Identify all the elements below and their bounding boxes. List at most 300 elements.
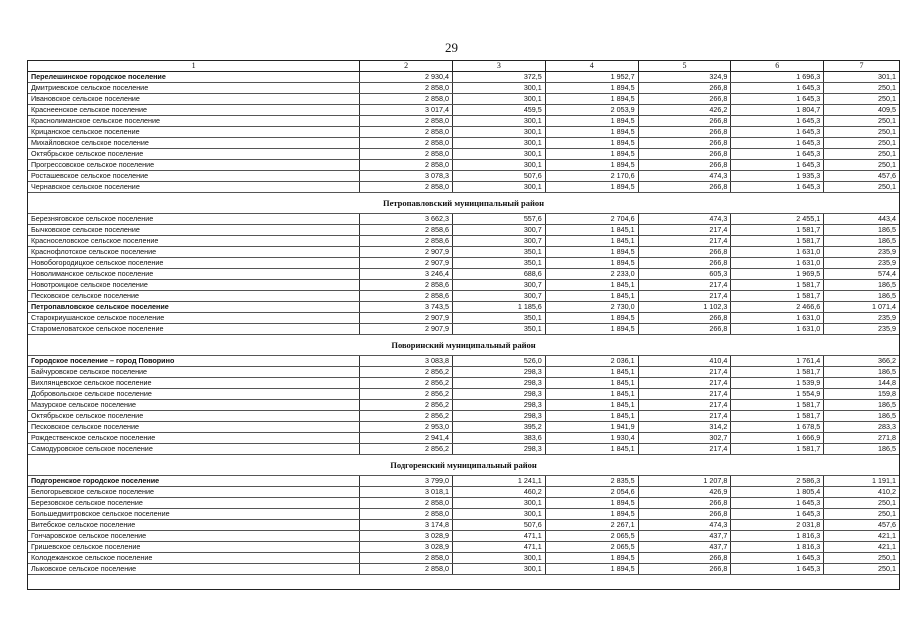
page-number: 29 [445, 40, 458, 55]
value-cell: 1 894,5 [545, 247, 638, 257]
value-cell: 298,3 [452, 378, 545, 388]
table-row [28, 378, 899, 389]
table-row [28, 542, 899, 553]
value-cell: 1 952,7 [545, 72, 638, 82]
settlement-name: Белогорьевское сельское поселение [31, 487, 155, 496]
value-cell: 2 858,0 [359, 149, 452, 159]
value-cell: 3 017,4 [359, 105, 452, 115]
value-cell: 1 894,5 [545, 564, 638, 574]
value-cell: 2 455,1 [730, 214, 823, 224]
value-cell: 1 631,0 [730, 324, 823, 334]
value-cell: 350,1 [452, 247, 545, 257]
value-cell: 1 894,5 [545, 116, 638, 126]
table-row [28, 258, 899, 269]
value-cell: 1 645,3 [730, 553, 823, 563]
settlement-name: Березняговское сельское поселение [31, 214, 154, 223]
column-header: 4 [545, 61, 638, 71]
settlement-name: Старокриушанское сельское поселение [31, 313, 165, 322]
settlement-name: Гришевское сельское поселение [31, 542, 141, 551]
value-cell: 2 907,9 [359, 324, 452, 334]
value-cell: 217,4 [638, 225, 731, 235]
value-cell: 300,1 [452, 182, 545, 192]
value-cell: 250,1 [823, 553, 899, 563]
value-cell: 298,3 [452, 444, 545, 454]
value-cell: 300,1 [452, 509, 545, 519]
value-cell: 410,2 [823, 487, 899, 497]
value-cell: 460,2 [452, 487, 545, 497]
value-cell: 217,4 [638, 280, 731, 290]
value-cell: 1 191,1 [823, 476, 899, 486]
district-section-title: Поворинский муниципальный район [28, 335, 899, 356]
value-cell: 2 858,0 [359, 498, 452, 508]
table-row [28, 564, 899, 575]
value-cell: 2 065,5 [545, 542, 638, 552]
value-cell: 410,4 [638, 356, 731, 366]
settlement-name: Большедмитровское сельское поселение [31, 509, 170, 518]
value-cell: 3 662,3 [359, 214, 452, 224]
value-cell: 186,5 [823, 225, 899, 235]
value-cell: 1 645,3 [730, 564, 823, 574]
value-cell: 426,9 [638, 487, 731, 497]
table-row [28, 324, 899, 335]
value-cell: 2 053,9 [545, 105, 638, 115]
value-cell: 266,8 [638, 182, 731, 192]
settlement-name: Колодежанское сельское поселение [31, 553, 153, 562]
value-cell: 2 858,6 [359, 280, 452, 290]
settlement-name: Новолиманское сельское поселение [31, 269, 154, 278]
value-cell: 250,1 [823, 498, 899, 508]
value-cell: 314,2 [638, 422, 731, 432]
value-cell: 1 845,1 [545, 444, 638, 454]
value-cell: 1 845,1 [545, 378, 638, 388]
value-cell: 1 894,5 [545, 83, 638, 93]
value-cell: 159,8 [823, 389, 899, 399]
value-cell: 1 894,5 [545, 138, 638, 148]
table-row [28, 236, 899, 247]
value-cell: 471,1 [452, 531, 545, 541]
table-header [28, 61, 899, 72]
value-cell: 605,3 [638, 269, 731, 279]
table-row [28, 433, 899, 444]
value-cell: 457,6 [823, 171, 899, 181]
settlement-name: Краснолиманское сельское поселение [31, 116, 161, 125]
value-cell: 2 858,0 [359, 553, 452, 563]
column-header: 2 [359, 61, 452, 71]
value-cell: 1 678,5 [730, 422, 823, 432]
column-header: 6 [730, 61, 823, 71]
settlement-name: Новобогородицкое сельское поселение [31, 258, 164, 267]
value-cell: 2 704,6 [545, 214, 638, 224]
value-cell: 250,1 [823, 94, 899, 104]
value-cell: 1 845,1 [545, 236, 638, 246]
value-cell: 2 170,6 [545, 171, 638, 181]
value-cell: 2 858,0 [359, 116, 452, 126]
value-cell: 2 907,9 [359, 247, 452, 257]
value-cell: 2 930,4 [359, 72, 452, 82]
value-cell: 2 856,2 [359, 367, 452, 377]
value-cell: 283,3 [823, 422, 899, 432]
table-row [28, 116, 899, 127]
value-cell: 1 645,3 [730, 149, 823, 159]
value-cell: 324,9 [638, 72, 731, 82]
value-cell: 250,1 [823, 564, 899, 574]
value-cell: 1 581,7 [730, 225, 823, 235]
value-cell: 2 054,6 [545, 487, 638, 497]
value-cell: 1 894,5 [545, 258, 638, 268]
value-cell: 2 858,6 [359, 225, 452, 235]
table-row [28, 182, 899, 193]
value-cell: 250,1 [823, 509, 899, 519]
value-cell: 1 631,0 [730, 247, 823, 257]
value-cell: 266,8 [638, 247, 731, 257]
table-row [28, 83, 899, 94]
value-cell: 217,4 [638, 367, 731, 377]
settlement-name: Песковское сельское поселение [31, 422, 140, 431]
column-header: 7 [823, 61, 899, 71]
table-row [28, 356, 899, 367]
value-cell: 1 845,1 [545, 400, 638, 410]
value-cell: 186,5 [823, 411, 899, 421]
settlement-name: Подгоренское городское поселение [31, 476, 160, 485]
value-cell: 1 761,4 [730, 356, 823, 366]
settlement-name: Октябрьское сельское поселение [31, 411, 144, 420]
settlement-name: Октябрьское сельское поселение [31, 149, 144, 158]
value-cell: 186,5 [823, 280, 899, 290]
settlement-name: Старомеловатское сельское поселение [31, 324, 164, 333]
value-cell: 2 858,6 [359, 291, 452, 301]
table-row [28, 498, 899, 509]
value-cell: 2 907,9 [359, 313, 452, 323]
value-cell: 300,1 [452, 138, 545, 148]
value-cell: 1 185,6 [452, 302, 545, 312]
settlement-name: Байчуровское сельское поселение [31, 367, 148, 376]
settlement-name: Краснеенское сельское поселение [31, 105, 148, 114]
value-cell: 383,6 [452, 433, 545, 443]
value-cell: 300,1 [452, 127, 545, 137]
value-cell: 271,8 [823, 433, 899, 443]
value-cell: 144,8 [823, 378, 899, 388]
settlement-name: Краснофлотское сельское поселение [31, 247, 157, 256]
value-cell: 1 804,7 [730, 105, 823, 115]
value-cell: 250,1 [823, 149, 899, 159]
value-cell: 298,3 [452, 411, 545, 421]
value-cell: 2 856,2 [359, 411, 452, 421]
value-cell: 1 845,1 [545, 367, 638, 377]
value-cell: 266,8 [638, 324, 731, 334]
settlement-name: Красноселовское сельское поселение [31, 236, 159, 245]
table-row [28, 280, 899, 291]
table-row [28, 149, 899, 160]
value-cell: 300,7 [452, 225, 545, 235]
value-cell: 457,6 [823, 520, 899, 530]
value-cell: 1 845,1 [545, 280, 638, 290]
value-cell: 1 241,1 [452, 476, 545, 486]
table-row [28, 247, 899, 258]
value-cell: 266,8 [638, 564, 731, 574]
value-cell: 2 856,2 [359, 400, 452, 410]
value-cell: 300,7 [452, 236, 545, 246]
value-cell: 2 858,0 [359, 509, 452, 519]
value-cell: 300,1 [452, 564, 545, 574]
value-cell: 1 894,5 [545, 324, 638, 334]
value-cell: 217,4 [638, 389, 731, 399]
value-cell: 250,1 [823, 116, 899, 126]
value-cell: 1 581,7 [730, 400, 823, 410]
settlement-name: Рождественское сельское поселение [31, 433, 156, 442]
value-cell: 3 028,9 [359, 531, 452, 541]
value-cell: 1 102,3 [638, 302, 731, 312]
value-cell: 1 554,9 [730, 389, 823, 399]
value-cell: 3 018,1 [359, 487, 452, 497]
value-cell: 1 581,7 [730, 291, 823, 301]
value-cell: 3 174,8 [359, 520, 452, 530]
value-cell: 217,4 [638, 378, 731, 388]
value-cell: 300,7 [452, 280, 545, 290]
value-cell: 217,4 [638, 400, 731, 410]
value-cell: 266,8 [638, 94, 731, 104]
district-section-title: Подгоренский муниципальный район [28, 455, 899, 476]
value-cell: 688,6 [452, 269, 545, 279]
value-cell: 350,1 [452, 258, 545, 268]
value-cell: 366,2 [823, 356, 899, 366]
value-cell: 1 894,5 [545, 127, 638, 137]
value-cell: 471,1 [452, 542, 545, 552]
settlement-name: Петропавловское сельское поселение [31, 302, 169, 311]
value-cell: 1 894,5 [545, 182, 638, 192]
value-cell: 186,5 [823, 444, 899, 454]
column-header: 1 [191, 61, 196, 70]
value-cell: 2 858,6 [359, 236, 452, 246]
table-row [28, 389, 899, 400]
value-cell: 300,1 [452, 149, 545, 159]
value-cell: 3 743,5 [359, 302, 452, 312]
value-cell: 437,7 [638, 542, 731, 552]
value-cell: 1 894,5 [545, 149, 638, 159]
value-cell: 507,6 [452, 171, 545, 181]
value-cell: 1 969,5 [730, 269, 823, 279]
value-cell: 3 078,3 [359, 171, 452, 181]
value-cell: 2 858,0 [359, 160, 452, 170]
value-cell: 1 645,3 [730, 182, 823, 192]
settlement-name: Ивановское сельское поселение [31, 94, 140, 103]
value-cell: 437,7 [638, 531, 731, 541]
value-cell: 3 246,4 [359, 269, 452, 279]
value-cell: 2 835,5 [545, 476, 638, 486]
settlement-name: Гончаровское сельское поселение [31, 531, 147, 540]
value-cell: 1 645,3 [730, 509, 823, 519]
value-cell: 1 631,0 [730, 313, 823, 323]
budget-table [27, 60, 900, 590]
value-cell: 372,5 [452, 72, 545, 82]
value-cell: 250,1 [823, 182, 899, 192]
value-cell: 266,8 [638, 313, 731, 323]
value-cell: 1 894,5 [545, 160, 638, 170]
value-cell: 235,9 [823, 324, 899, 334]
value-cell: 300,1 [452, 116, 545, 126]
settlement-name: Росташевское сельское поселение [31, 171, 149, 180]
value-cell: 300,1 [452, 498, 545, 508]
value-cell: 1 539,9 [730, 378, 823, 388]
value-cell: 1 941,9 [545, 422, 638, 432]
value-cell: 1 894,5 [545, 509, 638, 519]
value-cell: 266,8 [638, 149, 731, 159]
value-cell: 1 845,1 [545, 291, 638, 301]
value-cell: 1 935,3 [730, 171, 823, 181]
value-cell: 1 645,3 [730, 116, 823, 126]
table-row [28, 269, 899, 280]
value-cell: 300,7 [452, 291, 545, 301]
settlement-name: Перелешинское городское поселение [31, 72, 166, 81]
value-cell: 474,3 [638, 214, 731, 224]
value-cell: 250,1 [823, 138, 899, 148]
value-cell: 574,4 [823, 269, 899, 279]
value-cell: 298,3 [452, 367, 545, 377]
value-cell: 1 894,5 [545, 498, 638, 508]
settlement-name: Самодуровское сельское поселение [31, 444, 153, 453]
column-header: 3 [452, 61, 545, 71]
settlement-name: Новотроицкое сельское поселение [31, 280, 148, 289]
value-cell: 266,8 [638, 116, 731, 126]
value-cell: 1 581,7 [730, 367, 823, 377]
value-cell: 1 071,4 [823, 302, 899, 312]
table-row [28, 302, 899, 313]
value-cell: 443,4 [823, 214, 899, 224]
table-row [28, 160, 899, 171]
settlement-name: Мазурское сельское поселение [31, 400, 137, 409]
value-cell: 300,1 [452, 83, 545, 93]
value-cell: 1 581,7 [730, 444, 823, 454]
value-cell: 459,5 [452, 105, 545, 115]
value-cell: 1 805,4 [730, 487, 823, 497]
value-cell: 474,3 [638, 520, 731, 530]
value-cell: 1 894,5 [545, 313, 638, 323]
column-header: 5 [638, 61, 731, 71]
value-cell: 266,8 [638, 138, 731, 148]
value-cell: 2 858,0 [359, 138, 452, 148]
table-row [28, 367, 899, 378]
value-cell: 2 856,2 [359, 444, 452, 454]
value-cell: 266,8 [638, 498, 731, 508]
settlement-name: Дмитриевское сельское поселение [31, 83, 149, 92]
value-cell: 186,5 [823, 367, 899, 377]
table-row [28, 225, 899, 236]
value-cell: 1 645,3 [730, 83, 823, 93]
table-row [28, 520, 899, 531]
value-cell: 217,4 [638, 291, 731, 301]
settlement-name: Крицанское сельское поселение [31, 127, 140, 136]
value-cell: 421,1 [823, 542, 899, 552]
value-cell: 2 858,0 [359, 83, 452, 93]
value-cell: 298,3 [452, 400, 545, 410]
settlement-name: Витебское сельское поселение [31, 520, 136, 529]
value-cell: 2 233,0 [545, 269, 638, 279]
value-cell: 2 466,6 [730, 302, 823, 312]
table-row [28, 476, 899, 487]
value-cell: 1 816,3 [730, 531, 823, 541]
value-cell: 1 645,3 [730, 138, 823, 148]
value-cell: 395,2 [452, 422, 545, 432]
value-cell: 217,4 [638, 411, 731, 421]
table-row [28, 291, 899, 302]
table-row [28, 105, 899, 116]
value-cell: 507,6 [452, 520, 545, 530]
value-cell: 250,1 [823, 127, 899, 137]
value-cell: 266,8 [638, 83, 731, 93]
value-cell: 1 816,3 [730, 542, 823, 552]
table-row [28, 487, 899, 498]
value-cell: 2 036,1 [545, 356, 638, 366]
table-body [28, 72, 899, 575]
table-row [28, 138, 899, 149]
settlement-name: Бычковское сельское поселение [31, 225, 140, 234]
value-cell: 266,8 [638, 553, 731, 563]
value-cell: 2 267,1 [545, 520, 638, 530]
value-cell: 2 858,0 [359, 564, 452, 574]
settlement-name: Прогрессовское сельское поселение [31, 160, 155, 169]
value-cell: 350,1 [452, 324, 545, 334]
value-cell: 3 028,9 [359, 542, 452, 552]
value-cell: 1 645,3 [730, 498, 823, 508]
value-cell: 1 696,3 [730, 72, 823, 82]
value-cell: 1 894,5 [545, 553, 638, 563]
value-cell: 2 031,8 [730, 520, 823, 530]
value-cell: 2 941,4 [359, 433, 452, 443]
value-cell: 2 856,2 [359, 389, 452, 399]
table-row [28, 509, 899, 520]
value-cell: 1 845,1 [545, 411, 638, 421]
settlement-name: Березовское сельское поселение [31, 498, 143, 507]
value-cell: 250,1 [823, 83, 899, 93]
value-cell: 409,5 [823, 105, 899, 115]
value-cell: 235,9 [823, 247, 899, 257]
value-cell: 300,1 [452, 160, 545, 170]
settlement-name: Вихлянцевское сельское поселение [31, 378, 152, 387]
table-row [28, 553, 899, 564]
value-cell: 1 207,8 [638, 476, 731, 486]
table-row [28, 444, 899, 455]
value-cell: 2 730,0 [545, 302, 638, 312]
value-cell: 2 858,0 [359, 94, 452, 104]
settlement-name: Михайловское сельское поселение [31, 138, 149, 147]
table-row [28, 171, 899, 182]
settlement-name: Лыковское сельское поселение [31, 564, 137, 573]
table-row [28, 214, 899, 225]
table-row [28, 94, 899, 105]
value-cell: 235,9 [823, 258, 899, 268]
value-cell: 300,1 [452, 553, 545, 563]
value-cell: 1 581,7 [730, 280, 823, 290]
value-cell: 250,1 [823, 160, 899, 170]
value-cell: 217,4 [638, 444, 731, 454]
value-cell: 3 083,8 [359, 356, 452, 366]
value-cell: 1 581,7 [730, 411, 823, 421]
value-cell: 186,5 [823, 291, 899, 301]
table-row [28, 422, 899, 433]
value-cell: 350,1 [452, 313, 545, 323]
value-cell: 2 907,9 [359, 258, 452, 268]
value-cell: 1 645,3 [730, 160, 823, 170]
value-cell: 1 845,1 [545, 225, 638, 235]
value-cell: 1 645,3 [730, 127, 823, 137]
value-cell: 298,3 [452, 389, 545, 399]
value-cell: 421,1 [823, 531, 899, 541]
value-cell: 426,2 [638, 105, 731, 115]
value-cell: 474,3 [638, 171, 731, 181]
settlement-name: Песковское сельское поселение [31, 291, 140, 300]
table-row [28, 400, 899, 411]
value-cell: 3 799,0 [359, 476, 452, 486]
value-cell: 186,5 [823, 400, 899, 410]
